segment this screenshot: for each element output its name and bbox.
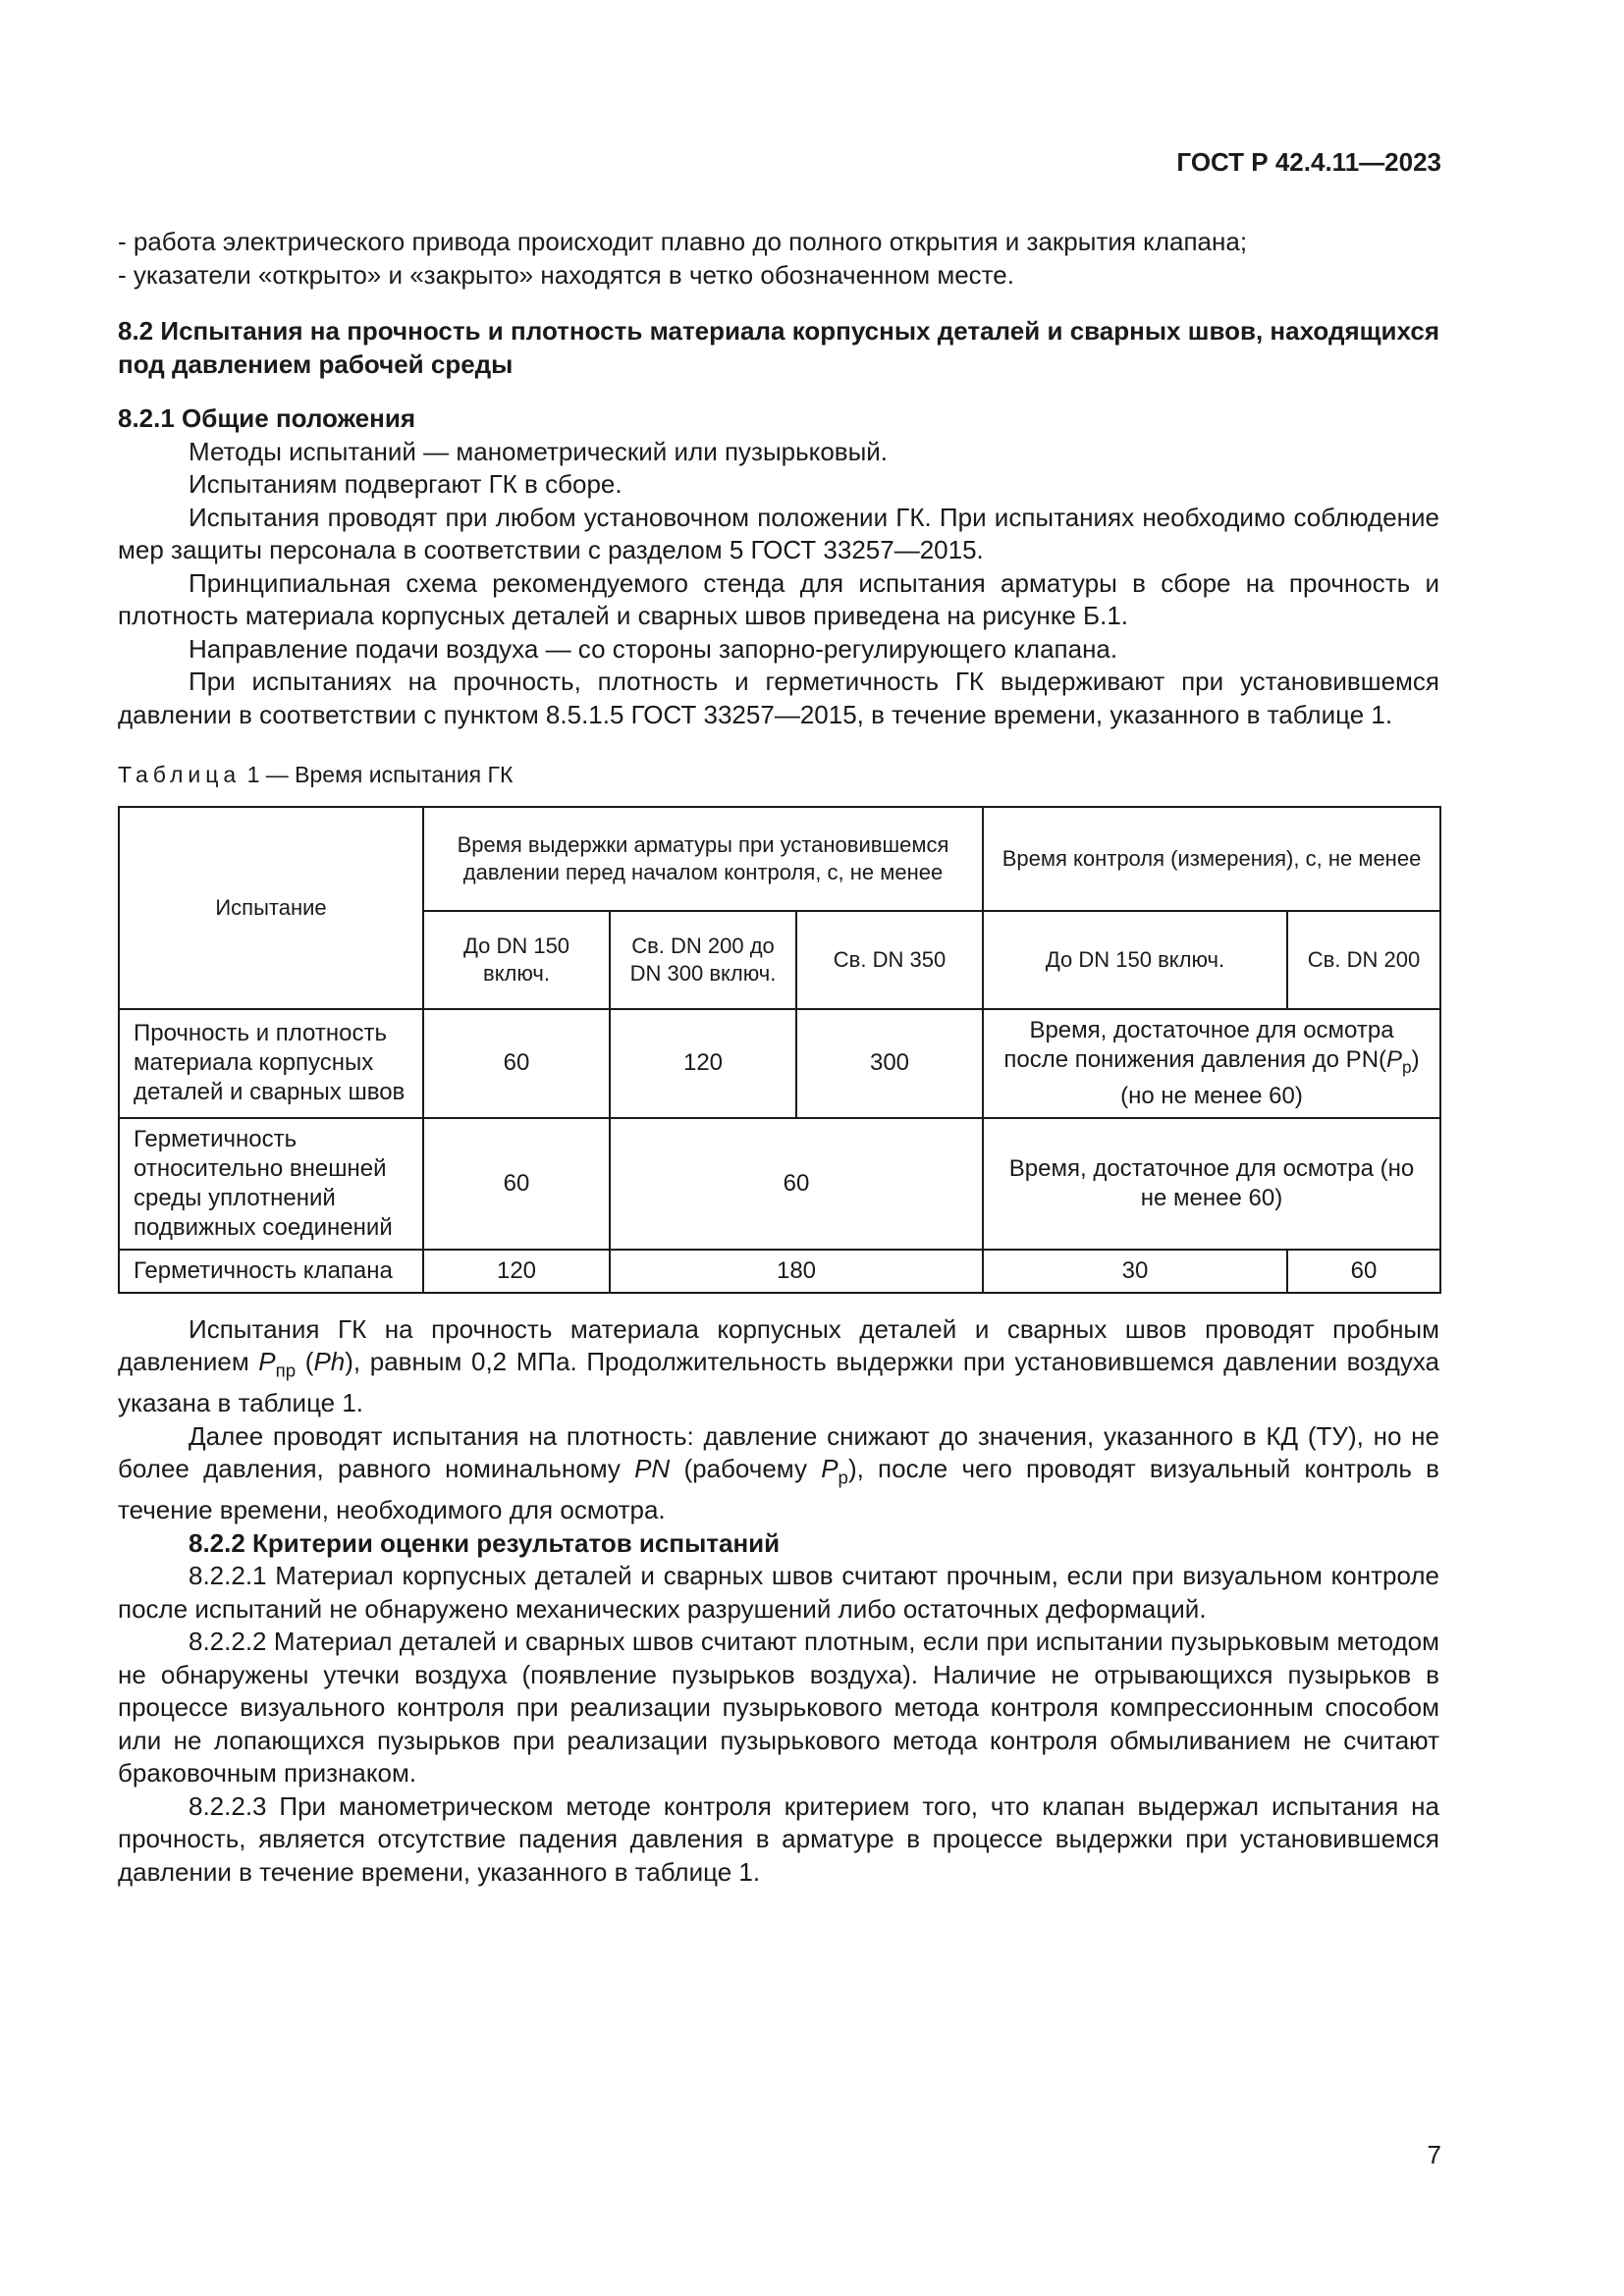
row-name-cell: Герметичность относительно внешней среды уплотнений подвижных соединений [119, 1118, 423, 1250]
symbol-ph: Ph [313, 1347, 346, 1377]
header-cell-ctrl-dn200: Св. DN 200 [1287, 911, 1440, 1009]
header-cell-test: Испытание [119, 807, 423, 1009]
paragraph: При испытаниях на прочность, плотность и герметичность ГК выдерживают при установившемся давлении в соответствии с пунктом 8.5.1.5 ГОСТ 33257—2015, в течение времени, указанного в таблице 1. [118, 667, 1439, 729]
subsection-heading-8-2-1: 8.2.1 Общие положения [118, 403, 415, 433]
text-run: ), после чего проводят визуальный контроль в течение времени, необходимого для осмотра. [118, 1454, 1439, 1525]
paragraph: 8.2.2.1 Материал корпусных деталей и сварных швов считают прочным, если при визуальном контроле после испытаний не обнаружено механических разрушений либо остаточных деформаций. [118, 1561, 1439, 1624]
paragraph: 8.2.2.2 Материал деталей и сварных швов считают плотным, если при испытании пузырьковым методом не обнаружены утечки воздуха (появление пузырьков воздуха). Наличие не отрывающихся пузырьков в процессе визуального контроля при реализации пузырькового метода контроля компрессионным способом или не лопающихся пузырьков при реализации пузырькового метода контроля обмыливанием не считают браковочным признаком. [118, 1627, 1439, 1789]
page-content [118, 226, 1439, 1889]
table-caption-label: Таблица [118, 762, 242, 787]
paragraph: Испытаниям подвергают ГК в сборе. [189, 469, 623, 499]
header-cell-dn200-300: Св. DN 200 до DN 300 включ. [610, 911, 796, 1009]
table-cell: 60 [423, 1009, 610, 1118]
table-cell: 60 [1287, 1250, 1440, 1293]
symbol-p: P [821, 1454, 839, 1484]
paragraph [118, 1313, 1439, 1420]
text-run: Испытания ГК на прочность материала корпусных деталей и сварных швов проводят пробным давлением [118, 1313, 1439, 1377]
paragraph: Направление подачи воздуха — со стороны запорно-регулирующего клапана. [189, 633, 1118, 664]
table-cell: 120 [423, 1250, 610, 1293]
header-cell-control-time: Время контроля (измерения), с, не менее [983, 807, 1440, 911]
list-item: - указатели «открыто» и «закрыто» находятся в четко обозначенном месте. [118, 259, 1014, 290]
paragraph [118, 1420, 1439, 1527]
table-cell: 180 [610, 1250, 983, 1293]
list-item: - работа электрического привода происходит плавно до полного открытия и закрытия клапана; [118, 227, 1248, 256]
table-cell: 300 [796, 1009, 983, 1118]
symbol-p: P [1386, 1045, 1403, 1073]
paragraph: Принципиальная схема рекомендуемого стенда для испытания арматуры в сборе на прочность и плотность материала корпусных деталей и сварных швов приведена на рисунке Б.1. [118, 567, 1439, 630]
table-cell: 60 [423, 1118, 610, 1250]
table-row [119, 1250, 1440, 1293]
table-cell-control: Время, достаточное для осмотра (но не менее 60) [983, 1118, 1440, 1250]
subsection-heading-8-2-2: 8.2.2 Критерии оценки результатов испытаний [189, 1527, 781, 1558]
header-cell-ctrl-dn150: До DN 150 включ. [983, 911, 1287, 1009]
symbol-pn: PN [634, 1454, 671, 1484]
paragraph: 8.2.2.3 При манометрическом методе контроля критерием того, что клапан выдержал испытания на прочность, является отсутствие падения давления в арматуре в процессе выдержки при установившемся давлении в течение времени, указанного в таблице 1. [118, 1790, 1439, 1887]
symbol-subscript: пр [275, 1360, 297, 1381]
section-heading-8-2: 8.2 Испытания на прочность и плотность материала корпусных деталей и сварных швов, находящихся под давлением рабочей среды [118, 316, 1439, 379]
table-cell-control [983, 1009, 1440, 1118]
paragraph: Методы испытаний — манометрический или пузырьковый. [189, 436, 889, 466]
row-name-cell: Герметичность клапана [119, 1250, 423, 1293]
table-cell: 30 [983, 1250, 1287, 1293]
row-name-cell: Прочность и плотность материала корпусных деталей и сварных швов [119, 1009, 423, 1118]
page-number: 7 [1427, 2140, 1441, 2169]
header-cell-dn350: Св. DN 350 [796, 911, 983, 1009]
cell-text: ) (но не менее 60) [1120, 1045, 1420, 1109]
table-cell: 60 [610, 1118, 983, 1250]
table-caption-title: 1 — Время испытания ГК [241, 762, 514, 787]
table-row [119, 1009, 1440, 1118]
text-run: ( [296, 1347, 314, 1377]
test-time-table [118, 806, 1441, 1294]
table-row [119, 1118, 1440, 1250]
cell-text: Время, достаточное для осмотра после понижения давления до PN( [1003, 1016, 1394, 1073]
paragraph: Испытания проводят при любом установочном положении ГК. При испытаниях необходимо соблюдение мер защиты персонала в соответствии с разделом 5 ГОСТ 33257—2015. [118, 502, 1439, 564]
document-code-header: ГОСТ Р 42.4.11—2023 [1176, 147, 1441, 177]
text-run: Далее проводят испытания на плотность: давление снижают до значения, указанного в КД (ТУ), но не более давления, равного номинальному [118, 1420, 1439, 1484]
header-cell-dn150: До DN 150 включ. [423, 911, 610, 1009]
table-caption [118, 759, 1439, 792]
text-run: (рабочему [670, 1454, 822, 1484]
table-cell: 120 [610, 1009, 796, 1118]
symbol-subscript: р [1402, 1056, 1412, 1077]
text-run: ), равным 0,2 МПа. Продолжительность выдержки при установившемся давлении воздуха указана в таблице 1. [118, 1347, 1439, 1418]
header-cell-hold-time: Время выдержки арматуры при установившемся давлении перед началом контроля, с, не менее [423, 807, 983, 911]
table-header-row [119, 807, 1440, 911]
symbol-subscript: р [838, 1467, 848, 1488]
symbol-p: P [258, 1347, 276, 1377]
